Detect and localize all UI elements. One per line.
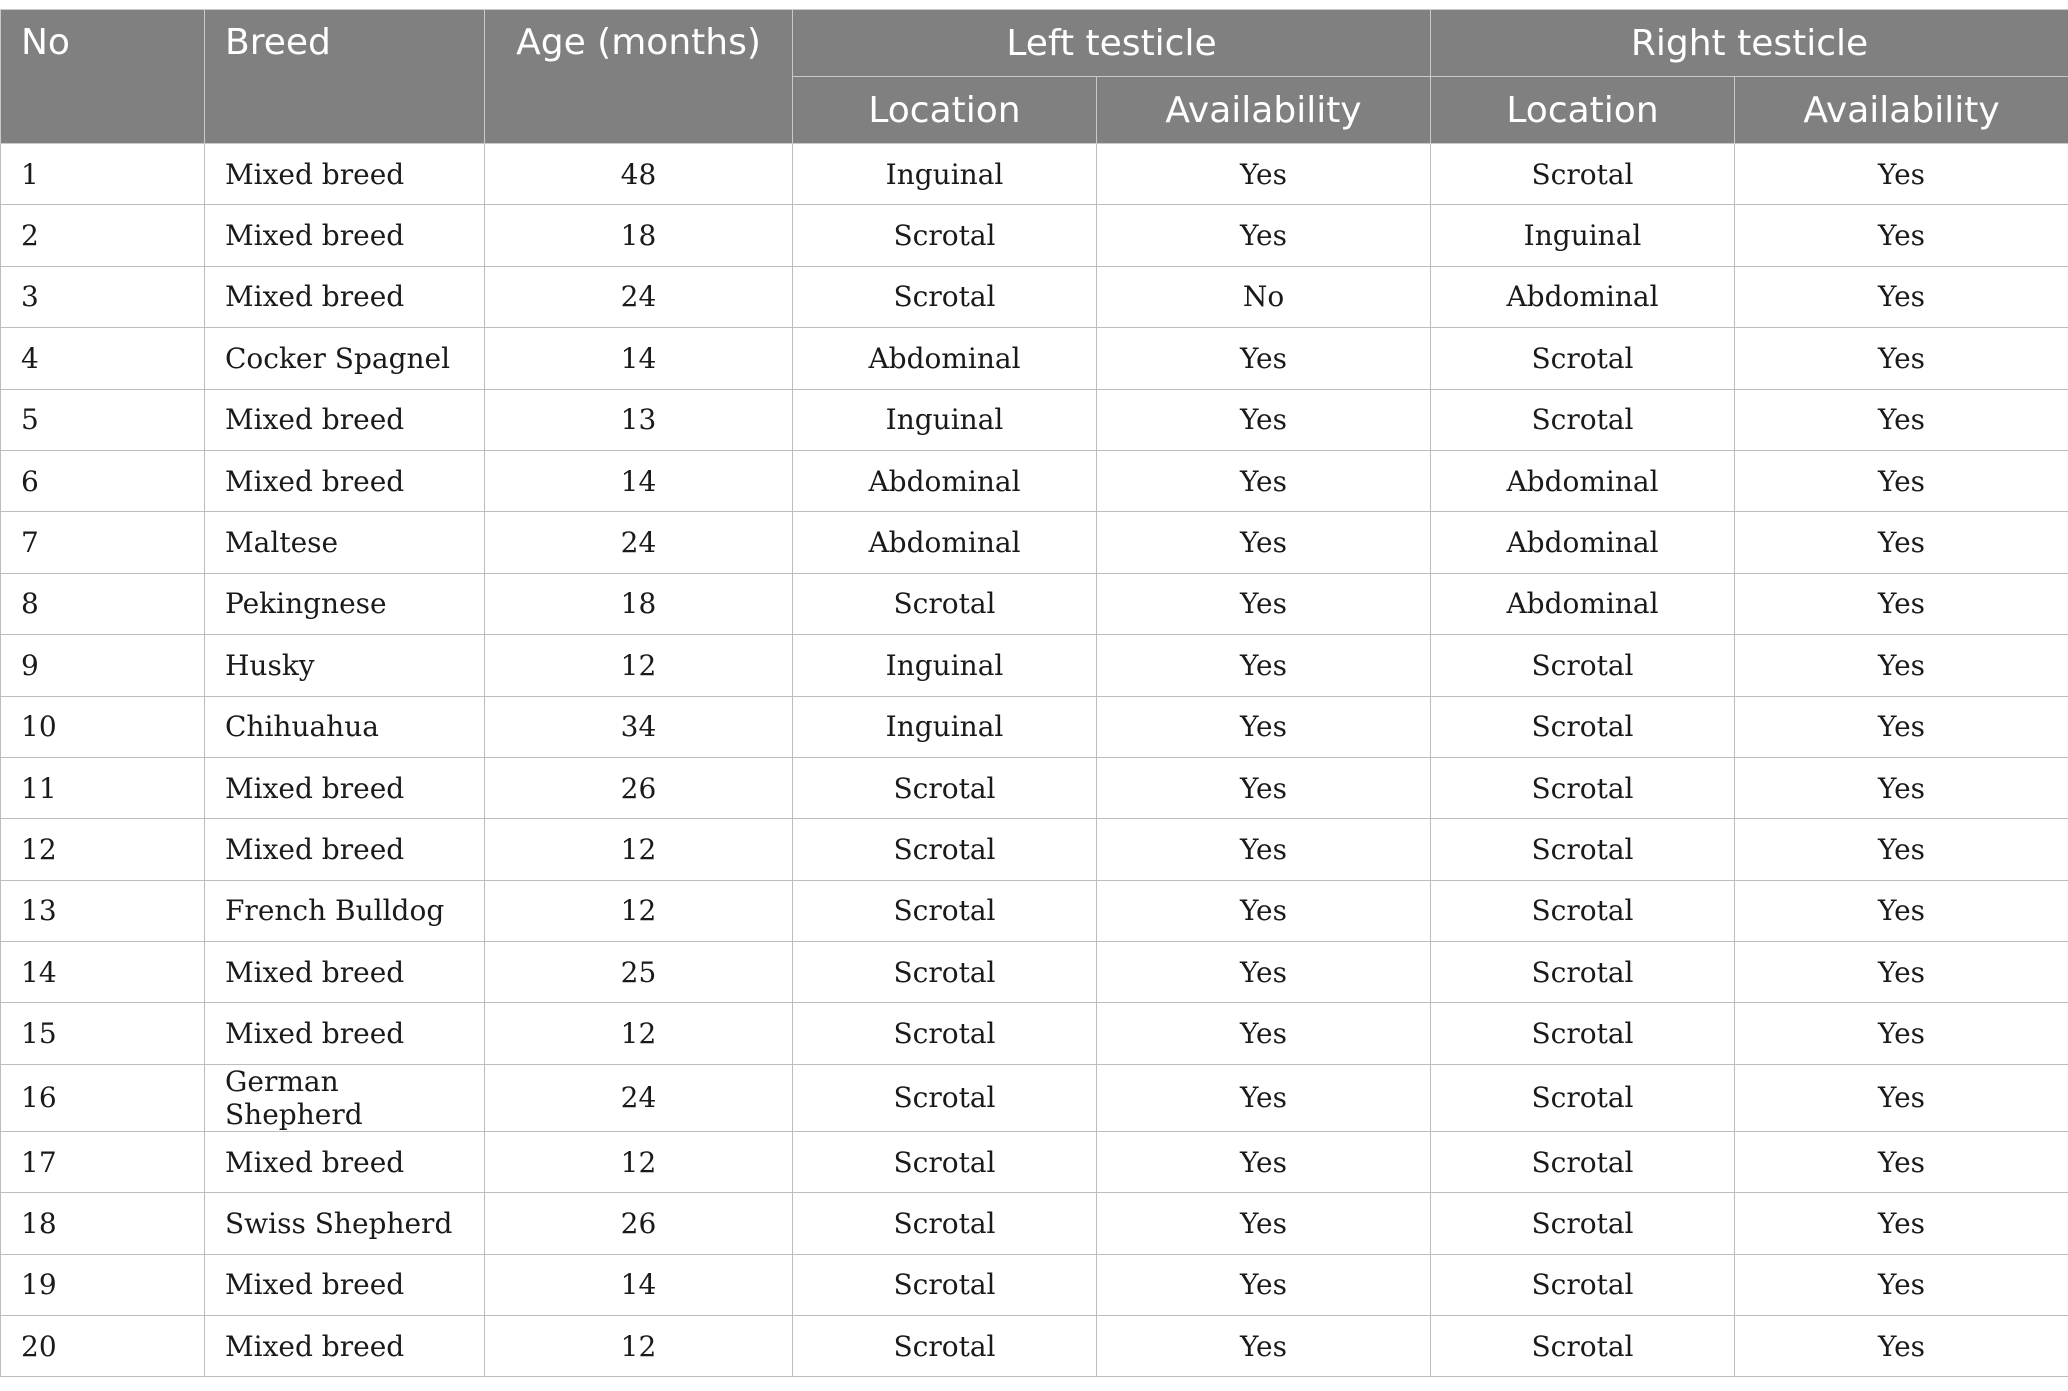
cell-right-availability: Yes	[1735, 1064, 2068, 1131]
table-row	[1, 696, 2068, 757]
cell-age: 24	[485, 1064, 793, 1131]
cell-left-availability: Yes	[1097, 757, 1431, 818]
table-row	[1, 450, 2068, 511]
cell-right-availability: Yes	[1735, 512, 2068, 573]
cell-no: 16	[1, 1064, 205, 1131]
cell-left-availability: No	[1097, 266, 1431, 327]
header-row-1	[1, 10, 2068, 77]
cell-left-location: Scrotal	[793, 205, 1097, 266]
cell-right-availability: Yes	[1735, 328, 2068, 389]
cell-no: 5	[1, 389, 205, 450]
cell-right-availability: Yes	[1735, 819, 2068, 880]
cell-left-availability: Yes	[1097, 389, 1431, 450]
cell-left-availability: Yes	[1097, 1003, 1431, 1064]
cell-right-location: Scrotal	[1431, 819, 1735, 880]
cell-right-location: Inguinal	[1431, 205, 1735, 266]
cell-age: 18	[485, 573, 793, 634]
cell-age: 24	[485, 512, 793, 573]
cell-breed: Mixed breed	[205, 450, 485, 511]
cell-breed: Mixed breed	[205, 1003, 485, 1064]
table-row	[1, 512, 2068, 573]
cell-breed: Mixed breed	[205, 757, 485, 818]
cell-age: 25	[485, 942, 793, 1003]
cell-breed: Mixed breed	[205, 1254, 485, 1315]
table-row	[1, 757, 2068, 818]
cell-no: 3	[1, 266, 205, 327]
table-row	[1, 1003, 2068, 1064]
cell-breed: Maltese	[205, 512, 485, 573]
table-row	[1, 205, 2068, 266]
cell-right-location: Scrotal	[1431, 144, 1735, 205]
cell-age: 12	[485, 819, 793, 880]
cell-age: 14	[485, 328, 793, 389]
table-body	[1, 144, 2068, 1377]
cell-right-availability: Yes	[1735, 144, 2068, 205]
table-row	[1, 819, 2068, 880]
cell-breed: Mixed breed	[205, 1131, 485, 1192]
cell-right-location: Scrotal	[1431, 880, 1735, 941]
cell-left-availability: Yes	[1097, 1131, 1431, 1192]
cell-no: 18	[1, 1193, 205, 1254]
cell-left-availability: Yes	[1097, 1316, 1431, 1377]
cell-left-location: Scrotal	[793, 942, 1097, 1003]
cell-left-location: Scrotal	[793, 757, 1097, 818]
cell-right-availability: Yes	[1735, 1316, 2068, 1377]
cell-breed: Chihuahua	[205, 696, 485, 757]
cell-no: 19	[1, 1254, 205, 1315]
cell-age: 14	[485, 1254, 793, 1315]
cell-left-availability: Yes	[1097, 635, 1431, 696]
cell-breed: Mixed breed	[205, 942, 485, 1003]
cell-age: 34	[485, 696, 793, 757]
cell-breed: French Bulldog	[205, 880, 485, 941]
cell-breed: Pekingnese	[205, 573, 485, 634]
cell-breed: Mixed breed	[205, 819, 485, 880]
cell-age: 26	[485, 757, 793, 818]
table-row	[1, 1254, 2068, 1315]
cell-left-location: Abdominal	[793, 512, 1097, 573]
cell-left-availability: Yes	[1097, 696, 1431, 757]
cell-right-availability: Yes	[1735, 573, 2068, 634]
cell-right-location: Scrotal	[1431, 1193, 1735, 1254]
cell-right-availability: Yes	[1735, 205, 2068, 266]
cell-no: 6	[1, 450, 205, 511]
cell-age: 26	[485, 1193, 793, 1254]
cell-right-availability: Yes	[1735, 757, 2068, 818]
cell-breed: Mixed breed	[205, 205, 485, 266]
cell-right-availability: Yes	[1735, 1254, 2068, 1315]
cell-breed: Husky	[205, 635, 485, 696]
header-left-location: Location	[793, 77, 1097, 144]
header-left-testicle: Left testicle	[793, 10, 1431, 77]
cell-left-availability: Yes	[1097, 1193, 1431, 1254]
cell-right-location: Abdominal	[1431, 512, 1735, 573]
cell-right-availability: Yes	[1735, 389, 2068, 450]
cell-right-availability: Yes	[1735, 1003, 2068, 1064]
cell-right-availability: Yes	[1735, 942, 2068, 1003]
table-header	[1, 10, 2068, 144]
cell-left-location: Inguinal	[793, 635, 1097, 696]
cell-age: 14	[485, 450, 793, 511]
table-row	[1, 880, 2068, 941]
cell-right-location: Scrotal	[1431, 1064, 1735, 1131]
header-right-testicle: Right testicle	[1431, 10, 2068, 77]
cell-age: 12	[485, 880, 793, 941]
cell-no: 9	[1, 635, 205, 696]
cell-no: 1	[1, 144, 205, 205]
data-table-container	[0, 9, 2068, 1377]
table-row	[1, 1193, 2068, 1254]
cell-right-location: Scrotal	[1431, 696, 1735, 757]
cell-right-availability: Yes	[1735, 1131, 2068, 1192]
cell-left-availability: Yes	[1097, 144, 1431, 205]
cell-age: 12	[485, 635, 793, 696]
cell-age: 48	[485, 144, 793, 205]
cell-age: 24	[485, 266, 793, 327]
cell-left-location: Abdominal	[793, 450, 1097, 511]
cell-no: 11	[1, 757, 205, 818]
cell-breed: Mixed breed	[205, 389, 485, 450]
cell-left-location: Scrotal	[793, 880, 1097, 941]
cell-breed: Mixed breed	[205, 266, 485, 327]
cell-right-location: Abdominal	[1431, 450, 1735, 511]
cell-left-availability: Yes	[1097, 512, 1431, 573]
cell-left-location: Scrotal	[793, 1254, 1097, 1315]
cell-breed: Mixed breed	[205, 144, 485, 205]
cell-breed: Cocker Spagnel	[205, 328, 485, 389]
table-row	[1, 1131, 2068, 1192]
cell-right-availability: Yes	[1735, 1193, 2068, 1254]
cell-no: 20	[1, 1316, 205, 1377]
cell-left-availability: Yes	[1097, 1254, 1431, 1315]
data-table	[0, 9, 2068, 1377]
table-row	[1, 144, 2068, 205]
cell-left-location: Scrotal	[793, 1316, 1097, 1377]
cell-no: 10	[1, 696, 205, 757]
header-left-availability: Availability	[1097, 77, 1431, 144]
table-row	[1, 1316, 2068, 1377]
cell-age: 12	[485, 1131, 793, 1192]
cell-right-location: Abdominal	[1431, 266, 1735, 327]
cell-left-location: Inguinal	[793, 389, 1097, 450]
cell-right-availability: Yes	[1735, 880, 2068, 941]
cell-breed: Swiss Shepherd	[205, 1193, 485, 1254]
cell-left-availability: Yes	[1097, 1064, 1431, 1131]
header-no: No	[1, 10, 205, 144]
cell-right-location: Scrotal	[1431, 1316, 1735, 1377]
cell-breed: German Shepherd	[205, 1064, 485, 1131]
cell-left-location: Scrotal	[793, 1131, 1097, 1192]
cell-right-location: Scrotal	[1431, 942, 1735, 1003]
cell-no: 13	[1, 880, 205, 941]
cell-no: 7	[1, 512, 205, 573]
cell-right-location: Scrotal	[1431, 328, 1735, 389]
table-row	[1, 942, 2068, 1003]
cell-left-location: Scrotal	[793, 819, 1097, 880]
cell-left-location: Scrotal	[793, 266, 1097, 327]
header-age: Age (months)	[485, 10, 793, 144]
table-row	[1, 389, 2068, 450]
cell-left-location: Scrotal	[793, 1003, 1097, 1064]
cell-age: 13	[485, 389, 793, 450]
table-row	[1, 1064, 2068, 1131]
table-row	[1, 573, 2068, 634]
cell-left-availability: Yes	[1097, 880, 1431, 941]
cell-left-availability: Yes	[1097, 819, 1431, 880]
cell-left-location: Abdominal	[793, 328, 1097, 389]
cell-right-availability: Yes	[1735, 635, 2068, 696]
cell-left-location: Scrotal	[793, 573, 1097, 634]
header-right-availability: Availability	[1735, 77, 2068, 144]
table-row	[1, 635, 2068, 696]
cell-left-location: Scrotal	[793, 1193, 1097, 1254]
cell-no: 2	[1, 205, 205, 266]
cell-right-availability: Yes	[1735, 450, 2068, 511]
header-breed: Breed	[205, 10, 485, 144]
cell-left-availability: Yes	[1097, 942, 1431, 1003]
cell-right-location: Scrotal	[1431, 757, 1735, 818]
cell-age: 12	[485, 1316, 793, 1377]
cell-no: 15	[1, 1003, 205, 1064]
cell-right-availability: Yes	[1735, 696, 2068, 757]
cell-left-location: Scrotal	[793, 1064, 1097, 1131]
cell-age: 18	[485, 205, 793, 266]
cell-right-location: Scrotal	[1431, 1131, 1735, 1192]
cell-right-location: Scrotal	[1431, 1003, 1735, 1064]
cell-no: 8	[1, 573, 205, 634]
cell-right-location: Scrotal	[1431, 1254, 1735, 1315]
cell-breed: Mixed breed	[205, 1316, 485, 1377]
cell-no: 14	[1, 942, 205, 1003]
cell-right-location: Scrotal	[1431, 635, 1735, 696]
cell-age: 12	[485, 1003, 793, 1064]
cell-left-availability: Yes	[1097, 450, 1431, 511]
cell-left-location: Inguinal	[793, 696, 1097, 757]
cell-no: 17	[1, 1131, 205, 1192]
cell-no: 12	[1, 819, 205, 880]
cell-no: 4	[1, 328, 205, 389]
header-right-location: Location	[1431, 77, 1735, 144]
cell-left-location: Inguinal	[793, 144, 1097, 205]
cell-left-availability: Yes	[1097, 573, 1431, 634]
cell-right-location: Abdominal	[1431, 573, 1735, 634]
cell-right-availability: Yes	[1735, 266, 2068, 327]
cell-left-availability: Yes	[1097, 328, 1431, 389]
table-row	[1, 328, 2068, 389]
cell-right-location: Scrotal	[1431, 389, 1735, 450]
cell-left-availability: Yes	[1097, 205, 1431, 266]
table-row	[1, 266, 2068, 327]
